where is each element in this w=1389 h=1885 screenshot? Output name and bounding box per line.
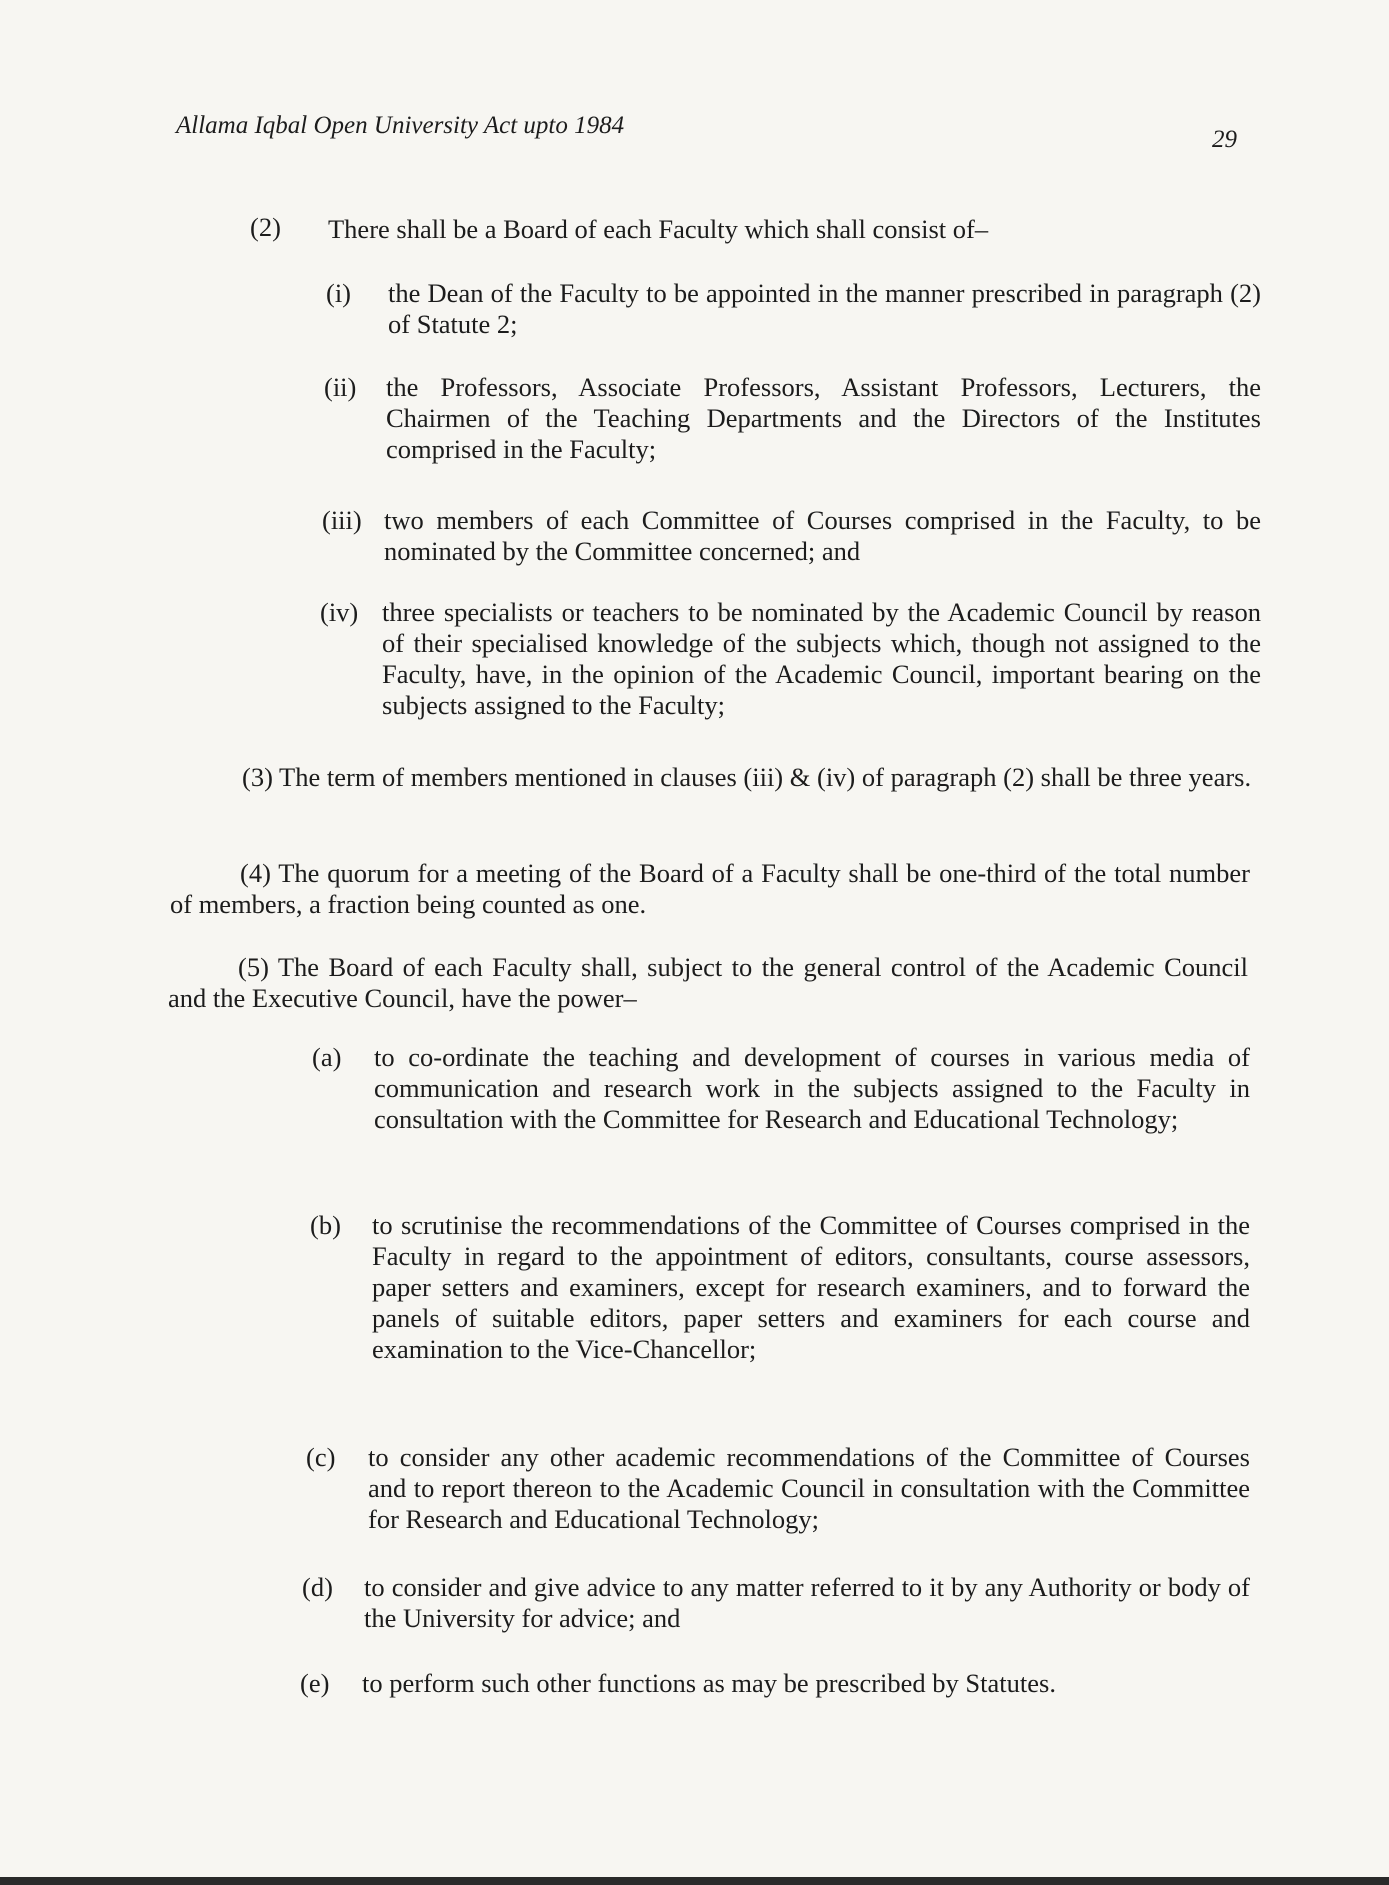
clause-label: (e) — [300, 1668, 330, 1698]
clause-text: to consider any other academic recommendations of the Committee of Courses and to report thereon to the Academic Council in consultation with the Committee for Research and Educational Technology; — [368, 1442, 1250, 1534]
paragraph-2-number: (2) — [250, 212, 281, 242]
clause-label: (c) — [306, 1442, 336, 1472]
paragraph-3: (3) The term of members mentioned in clauses (iii) & (iv) of paragraph (2) shall be three years. — [242, 762, 1252, 792]
clause-label: (iii) — [322, 505, 362, 535]
clause-label: (d) — [302, 1572, 333, 1602]
paragraph-5: (5) The Board of each Faculty shall, subject to the general control of the Academic Council and the Executive Council, have the power– — [168, 952, 1248, 1013]
paragraph-4: (4) The quorum for a meeting of the Board of a Faculty shall be one-third of the total number of members, a fraction being counted as one. — [170, 858, 1250, 919]
clause-text: three specialists or teachers to be nominated by the Academic Council by reason of their specialised knowledge of the subjects which, though not assigned to the Faculty, have, in the opinion of the Academic Council, important bearing on the subjects assigned to the Faculty; — [382, 597, 1261, 720]
clause-text: the Dean of the Faculty to be appointed in the manner prescribed in paragraph (2) of Statute 2; — [388, 278, 1261, 339]
clause-text: to consider and give advice to any matter referred to it by any Authority or body of the University for advice; and — [364, 1572, 1250, 1633]
clause-label: (i) — [326, 278, 352, 308]
clause-text: the Professors, Associate Professors, Assistant Professors, Lecturers, the Chairmen of the Teaching Departments and the Directors of the Institutes comprised in the Faculty; — [386, 372, 1261, 464]
paragraph-2-text: There shall be a Board of each Faculty which shall consist of– — [328, 214, 989, 244]
clause-text: two members of each Committee of Courses comprised in the Faculty, to be nominated by the Committee concerned; and — [384, 505, 1261, 566]
page-number: 29 — [1212, 126, 1237, 153]
clause-label: (a) — [312, 1042, 342, 1072]
clause-label: (b) — [310, 1210, 341, 1240]
scan-bottom-edge — [0, 1877, 1389, 1885]
clause-label: (ii) — [324, 372, 357, 402]
clause-text: to scrutinise the recommendations of the Committee of Courses comprised in the Faculty in regard to the appointment of editors, consultants, course assessors, paper setters and examiners, except for research examiners, and to forward the panels of suitable editors, paper setters and examiners for each course and examination to the Vice-Chancellor; — [372, 1210, 1250, 1364]
clause-text: to co-ordinate the teaching and development of courses in various media of communication and research work in the subjects assigned to the Faculty in consultation with the Committee for Research and Educational Technology; — [374, 1042, 1250, 1134]
clause-text: to perform such other functions as may be prescribed by Statutes. — [362, 1668, 1056, 1698]
clause-label: (iv) — [320, 597, 359, 627]
running-header-title: Allama Iqbal Open University Act upto 1984 — [176, 112, 625, 139]
